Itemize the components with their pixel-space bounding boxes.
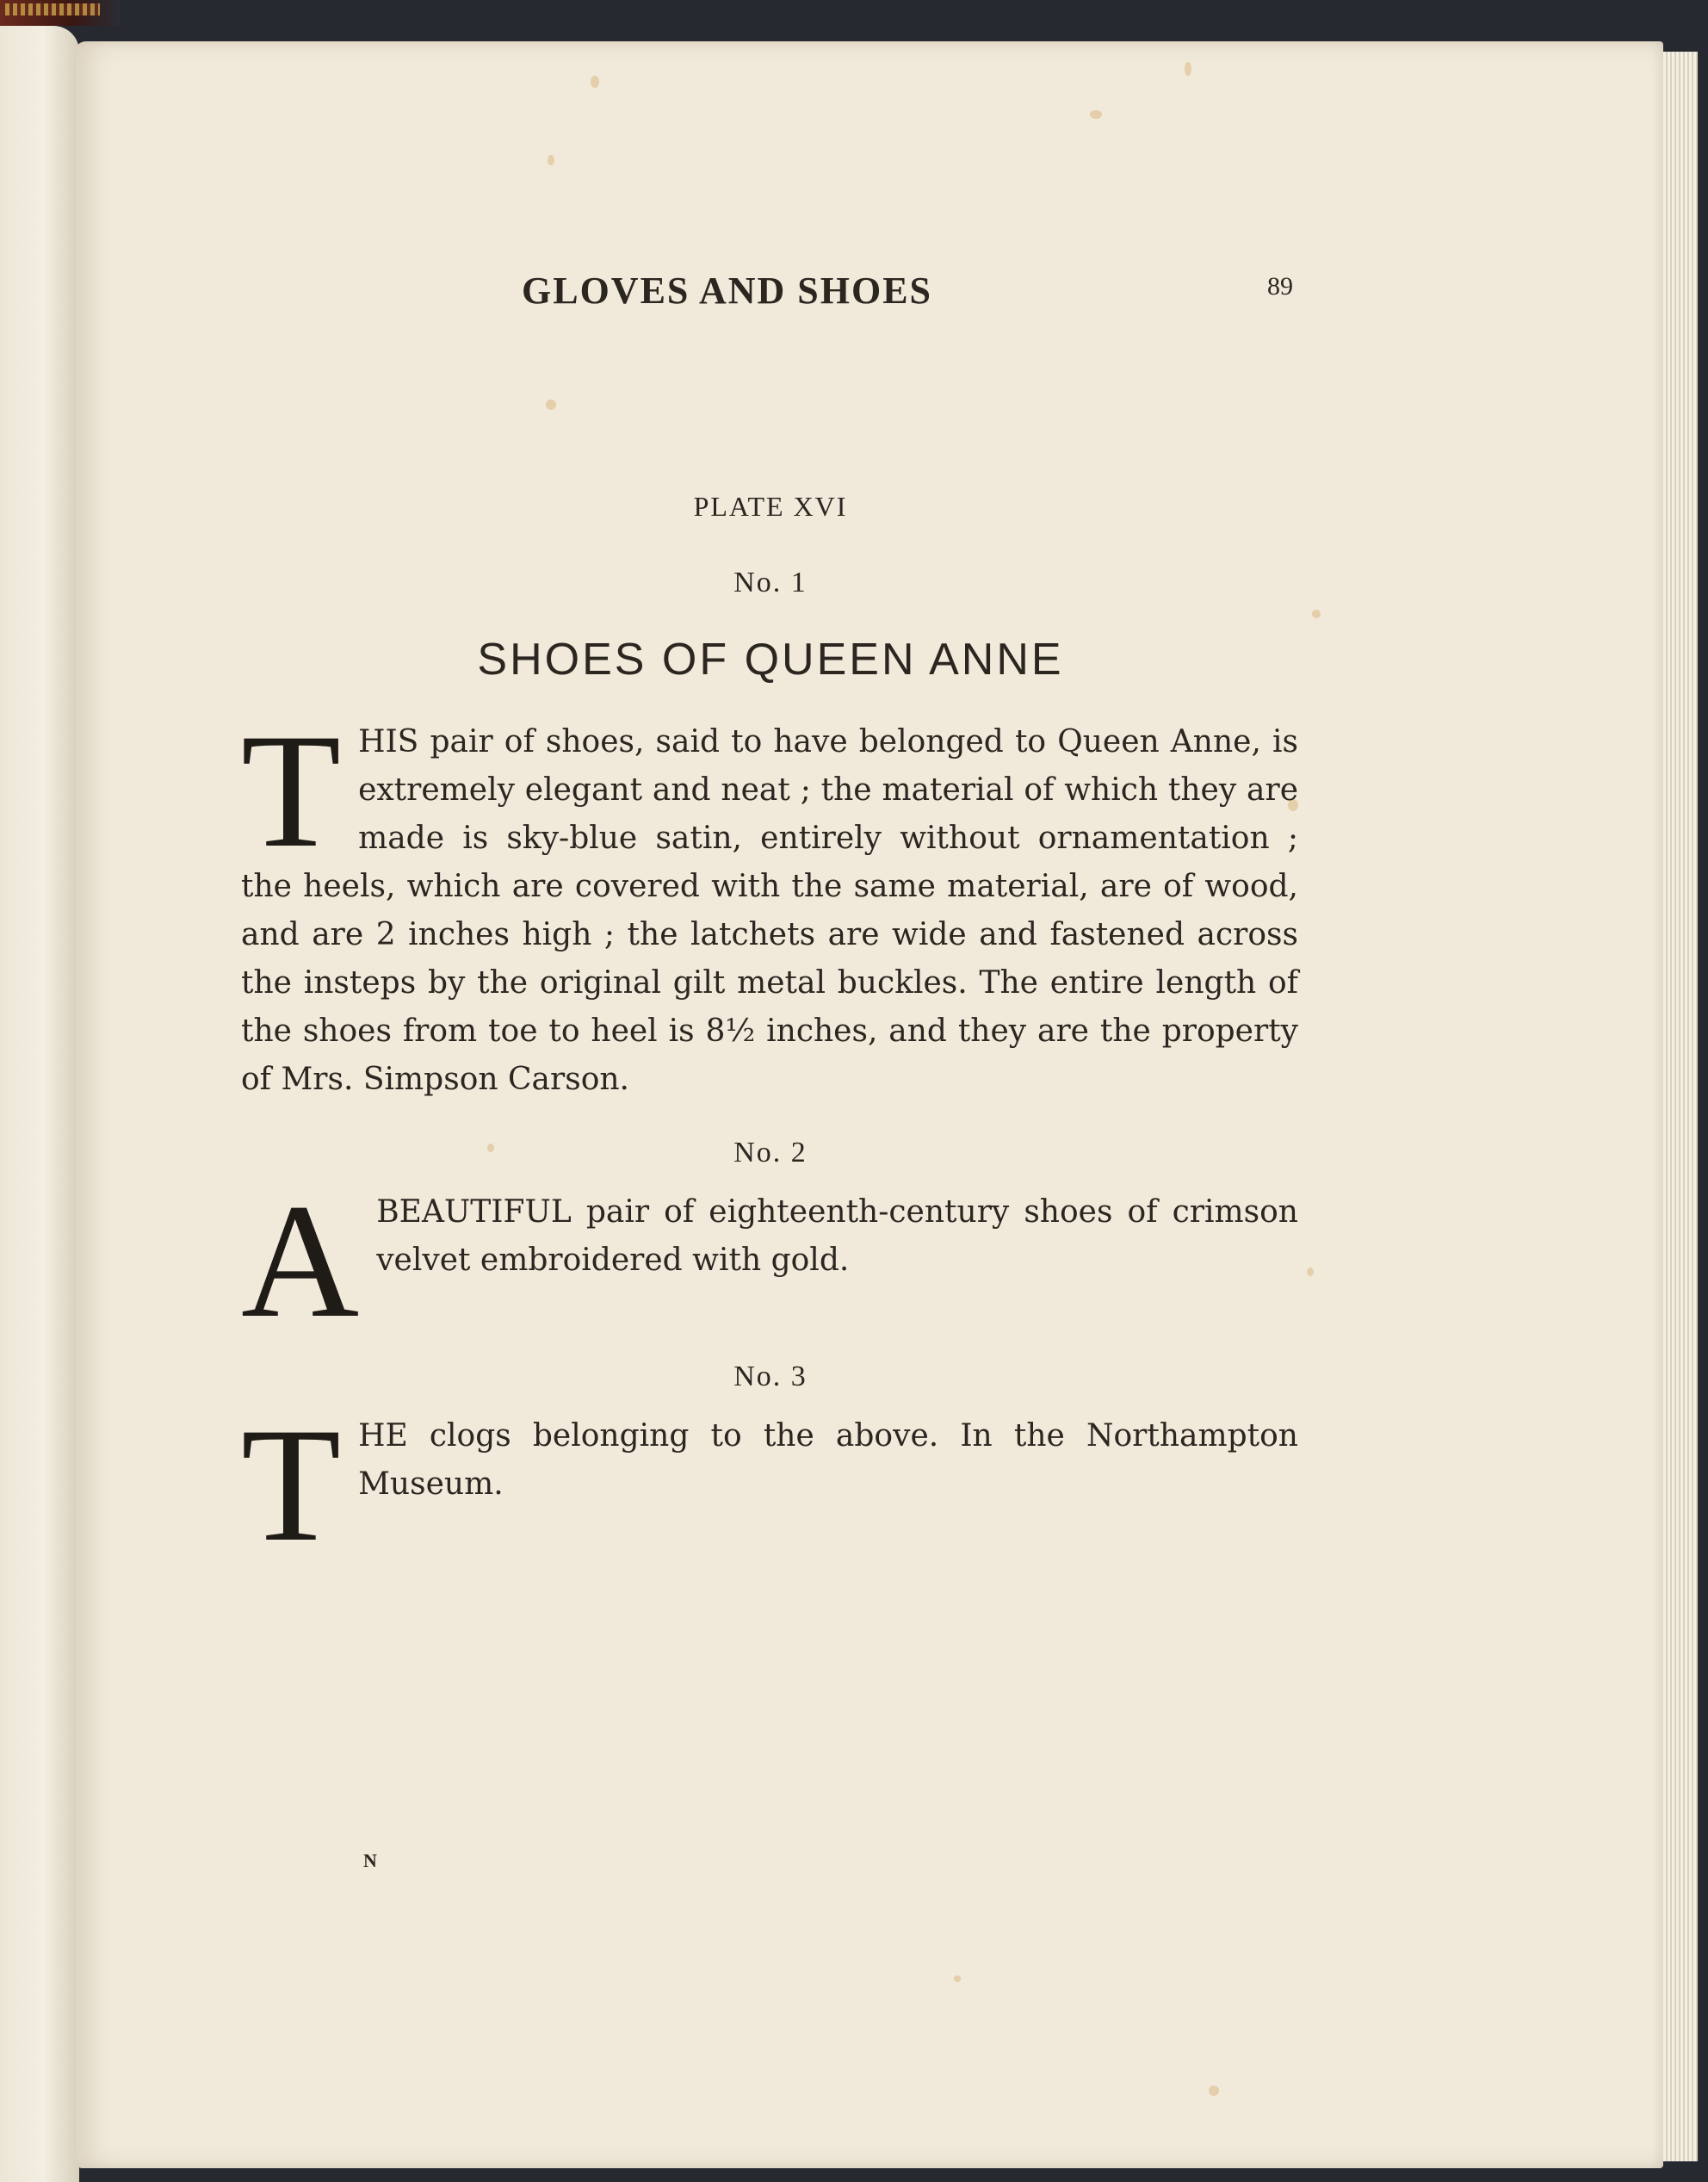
book-binding — [0, 0, 121, 26]
paragraph-text-2: BEAUTIFUL pair of eighteenth-century shoes of crimson velvet embroidered with gold. — [376, 1194, 1298, 1278]
page-sheet — [74, 41, 1663, 2168]
foxing-spot — [954, 1975, 961, 1982]
drop-cap-2: A — [241, 1171, 360, 1352]
foxing-spot — [546, 400, 556, 410]
foxing-spot — [1090, 110, 1102, 119]
section-number-3: No. 3 — [733, 1361, 808, 1392]
foxing-spot — [591, 76, 599, 88]
page-number: 89 — [1267, 272, 1293, 301]
paragraph-text-1: HIS pair of shoes, said to have belonged to Queen Anne, is extremely elegant and neat ; the material of which they are made is sky-blue satin, entirely without ornamentation ; the heels, which are covered with the same material, are of wood, and are 2 inches high ; the latchets are wide and fastened across the insteps by the original gilt metal buckles. The entire length of the shoes from toe to heel is 8½ inches, and they are the property of Mrs. Simpson Carson. — [241, 724, 1298, 1097]
foxing-spot — [1185, 62, 1191, 76]
foxing-spot — [548, 155, 554, 165]
section-title-1: SHOES OF QUEEN ANNE — [477, 635, 1064, 685]
section-paragraph-3 — [241, 1395, 1298, 1576]
running-head: GLOVES AND SHOES — [522, 270, 933, 312]
section-paragraph-1 — [241, 701, 1298, 1104]
section-number-1: No. 1 — [733, 567, 808, 598]
binding-gilt-ornament — [5, 3, 100, 15]
foxing-spot — [1209, 2086, 1219, 2096]
foxing-spot — [1307, 1268, 1314, 1276]
paragraph-text-3: HE clogs belonging to the above. In the Northampton Museum. — [358, 1418, 1298, 1502]
section-number-2: No. 2 — [733, 1137, 808, 1168]
section-paragraph-2 — [241, 1171, 1298, 1352]
plate-heading: PLATE XVI — [693, 491, 848, 522]
signature-mark: N — [363, 1850, 377, 1871]
foxing-spot — [487, 1144, 494, 1152]
drop-cap-3: T — [241, 1395, 342, 1576]
drop-cap-1: T — [241, 701, 342, 882]
foxing-spot — [1312, 610, 1321, 618]
left-page-edge — [0, 26, 79, 2182]
